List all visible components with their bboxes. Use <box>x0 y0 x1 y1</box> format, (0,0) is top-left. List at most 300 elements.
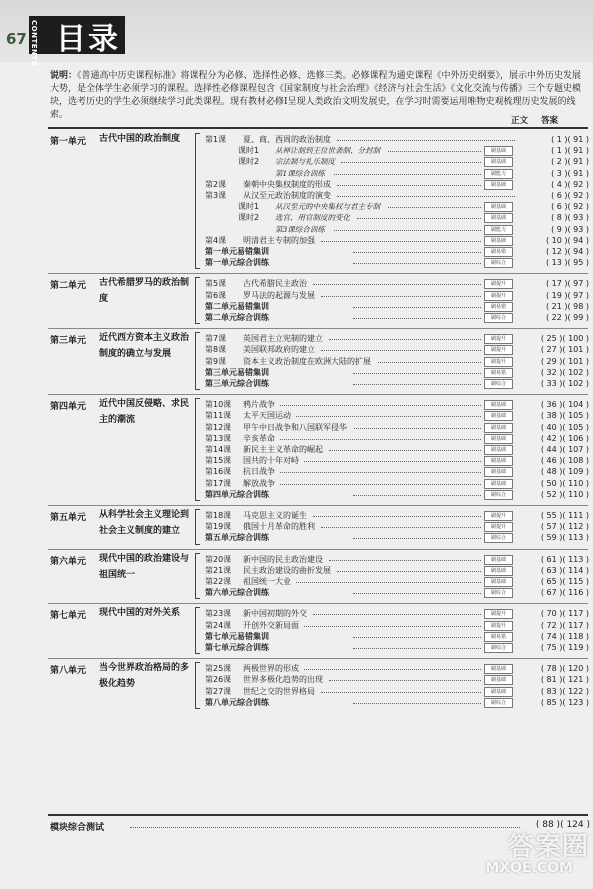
practice-tag: 刷基础 <box>484 202 513 212</box>
entry-title: 模块综合测试 <box>50 823 105 833</box>
dot-leader <box>329 560 481 561</box>
practice-tag: 刷提升 <box>484 345 513 355</box>
lesson-number: 第25课 <box>205 664 232 674</box>
entry-title: 夏、商、西周的政治制度 <box>243 135 331 144</box>
entry-pages: ( 52 )( 110 ) <box>540 489 589 499</box>
entry-title: 鸦片战争 <box>243 400 275 410</box>
lesson-number: 课时1 <box>238 146 260 156</box>
lesson-number: 第13课 <box>205 433 232 443</box>
entry-title: 从汉至元政治制度的演变 <box>243 191 331 200</box>
unit-code: 第八单元 <box>50 666 87 677</box>
unit-bracket <box>195 607 200 654</box>
lesson-number: 第27课 <box>205 686 232 696</box>
dot-leader <box>353 384 481 385</box>
dot-leader <box>321 527 481 528</box>
toc-entry[interactable] <box>205 608 589 619</box>
entry-pages: ( 57 )( 112 ) <box>540 522 589 532</box>
entry-pages: ( 70 )( 117 ) <box>540 609 589 619</box>
dot-leader <box>321 241 481 242</box>
divider <box>48 658 588 659</box>
dot-leader <box>280 405 481 406</box>
practice-tag: 刷综合 <box>484 588 513 598</box>
toc-entry[interactable] <box>205 301 589 312</box>
header-bar <box>0 0 593 67</box>
dot-leader <box>353 263 481 264</box>
dot-leader <box>353 252 481 253</box>
toc-entry[interactable] <box>205 156 589 167</box>
lesson-number: 第2课 <box>205 179 227 189</box>
entry-title: 明清君主专制的加强 <box>243 235 315 245</box>
entry-pages: ( 4 )( 92 ) <box>551 179 589 189</box>
entry-title: 第二单元易错集训 <box>205 301 269 311</box>
toc-entry[interactable] <box>205 190 589 201</box>
entry-pages: ( 72 )( 117 ) <box>540 620 589 630</box>
lesson-number: 第24课 <box>205 620 232 630</box>
divider <box>48 273 588 274</box>
practice-tag: 刷提升 <box>484 522 513 532</box>
lesson-number: 第17课 <box>205 478 232 488</box>
lesson-number: 第22课 <box>205 577 232 586</box>
entry-title: 抗日战争 <box>243 467 275 477</box>
entry-pages: ( 78 )( 120 ) <box>540 664 589 674</box>
entry-title: 宗法制与礼乐制度 <box>275 157 335 167</box>
dot-leader <box>341 162 481 163</box>
entry-pages: ( 50 )( 110 ) <box>540 478 589 488</box>
entry-title: 开创外交新局面 <box>243 620 299 630</box>
practice-tag: 刷易错 <box>484 632 513 642</box>
toc-entry[interactable] <box>205 686 589 697</box>
practice-tag: 刷基础 <box>484 555 513 565</box>
entry-pages: ( 81 )( 121 ) <box>540 675 589 685</box>
lesson-number: 第12课 <box>205 422 232 432</box>
entry-pages: ( 63 )( 114 ) <box>540 565 589 575</box>
entry-pages: ( 40 )( 105 ) <box>540 422 589 432</box>
entry-title: 祖国统一大业 <box>243 577 291 586</box>
dot-leader <box>353 307 481 308</box>
toc-entry[interactable] <box>205 631 589 642</box>
toc-entry[interactable] <box>205 587 589 598</box>
toc-entry[interactable] <box>205 378 589 389</box>
unit-code: 第二单元 <box>50 281 87 292</box>
entry-title: 从禅让制到王位世袭制、分封制 <box>275 146 380 156</box>
intro-text: 《普通高中历史课程标准》将课程分为必修、选择性必修、选修三类。必修课程为通史课程《中外历史纲要》，展示中外历史发展大势，是全体学生必须学习的课程。选择性必修课程包含《国家制度与社会治理》《经济与社会生活》《文化交流与传播》三个专题史模块，选考历史的学生必须继续学习此类课程。现有教材必修Ⅰ呈现人类政治文明发展史，在学习时需要运用唯物史观梳理历史发展的线索。 <box>50 71 582 120</box>
practice-tag: 刷基础 <box>484 664 513 674</box>
unit-title: 近代中国反侵略、求民主的潮流 <box>99 399 190 426</box>
toc-entry[interactable] <box>205 201 589 212</box>
toc-entry[interactable] <box>205 663 589 674</box>
entry-pages: ( 6 )( 92 ) <box>551 191 589 200</box>
toc-entry[interactable] <box>205 367 589 378</box>
entry-pages: ( 27 )( 101 ) <box>540 345 589 355</box>
divider <box>48 328 588 329</box>
toc-entry[interactable] <box>205 489 589 500</box>
practice-tag: 刷能力 <box>484 225 513 235</box>
practice-tag: 刷基础 <box>484 423 513 433</box>
entry-pages: ( 1 )( 91 ) <box>551 135 589 144</box>
entry-pages: ( 29 )( 101 ) <box>540 356 589 366</box>
practice-tag: 刷基础 <box>484 146 513 156</box>
entry-title: 新中国的民主政治建设 <box>243 554 323 564</box>
entry-title: 国共的十年对峙 <box>243 456 299 466</box>
entry-title: 马克思主义的诞生 <box>243 511 307 520</box>
practice-tag: 刷综合 <box>484 258 513 268</box>
dot-leader <box>304 461 481 462</box>
entry-pages: ( 36 )( 104 ) <box>540 400 589 410</box>
practice-tag: 刷能力 <box>484 169 513 179</box>
entry-title: 世界多极化趋势的出现 <box>243 675 323 685</box>
entry-pages: ( 25 )( 100 ) <box>540 334 589 344</box>
unit-code: 第五单元 <box>50 513 87 523</box>
entry-pages: ( 55 )( 111 ) <box>540 511 589 520</box>
dot-leader <box>280 439 481 440</box>
toc-entry[interactable] <box>205 455 589 466</box>
dot-leader <box>334 230 481 231</box>
divider <box>48 505 588 506</box>
entry-title: 解放战争 <box>243 478 275 488</box>
page-title: 目录 <box>56 22 120 57</box>
dot-leader <box>353 373 481 374</box>
toc-entry[interactable] <box>205 278 589 289</box>
dot-leader <box>353 648 481 649</box>
dot-leader <box>296 416 481 417</box>
toc-entry[interactable] <box>205 344 589 355</box>
dot-leader <box>329 680 481 681</box>
unit-title: 现代中国的对外关系 <box>99 608 181 619</box>
lesson-number: 第20课 <box>205 554 232 564</box>
dot-leader <box>353 318 481 319</box>
practice-tag: 刷基础 <box>484 479 513 489</box>
lesson-number: 第7课 <box>205 334 227 344</box>
dot-leader <box>296 582 481 583</box>
dot-leader <box>321 296 481 297</box>
practice-tag: 刷提升 <box>484 621 513 631</box>
watermark-url: MXQE.COM <box>485 860 573 876</box>
dot-leader <box>313 614 481 615</box>
practice-tag: 刷基础 <box>484 675 513 685</box>
practice-tag: 刷综合 <box>484 643 513 653</box>
entry-pages: ( 6 )( 92 ) <box>551 202 589 212</box>
toc-entry[interactable] <box>205 168 589 179</box>
toc-entry[interactable] <box>205 399 589 410</box>
lesson-number: 第3课 <box>205 191 227 200</box>
entry-title: 资本主义政治制度在欧洲大陆的扩展 <box>243 356 371 366</box>
lesson-number: 第21课 <box>205 565 232 575</box>
practice-tag: 刷提升 <box>484 357 513 367</box>
practice-tag: 刷基础 <box>484 400 513 410</box>
entry-pages: ( 59 )( 113 ) <box>540 533 589 543</box>
lesson-number: 第9课 <box>205 356 227 366</box>
dot-leader <box>280 472 481 473</box>
lesson-number: 第26课 <box>205 675 232 685</box>
entry-pages: ( 19 )( 97 ) <box>545 290 589 300</box>
intro-label: 说明： <box>50 71 78 81</box>
divider <box>48 394 588 395</box>
dot-leader <box>304 669 481 670</box>
entry-title: 民主政治建设的曲折发展 <box>243 565 331 575</box>
dot-leader <box>304 626 481 627</box>
dot-leader <box>329 339 481 340</box>
entry-pages: ( 48 )( 109 ) <box>540 467 589 477</box>
entry-pages: ( 33 )( 102 ) <box>540 379 589 388</box>
toc-entry[interactable] <box>205 674 589 685</box>
entry-pages: ( 1 )( 91 ) <box>551 146 589 156</box>
entry-title: 第五单元综合训练 <box>205 533 269 543</box>
entry-pages: ( 42 )( 106 ) <box>540 433 589 443</box>
toc-entry[interactable] <box>205 576 589 587</box>
toc-entry[interactable] <box>205 235 589 246</box>
dot-leader <box>378 362 481 363</box>
entry-title: 太平天国运动 <box>243 411 291 421</box>
divider <box>48 549 588 550</box>
practice-tag: 刷综合 <box>484 533 513 543</box>
practice-tag: 刷提升 <box>484 609 513 619</box>
practice-tag: 刷易错 <box>484 247 513 257</box>
toc-entry[interactable] <box>205 565 589 576</box>
practice-tag: 刷综合 <box>484 379 513 389</box>
toc-entry[interactable] <box>205 312 589 323</box>
lesson-number: 第23课 <box>205 609 232 619</box>
unit-code: 第六单元 <box>50 556 87 567</box>
toc-entry[interactable] <box>205 466 589 477</box>
practice-tag: 刷易错 <box>484 368 513 378</box>
practice-tag: 刷基础 <box>484 434 513 444</box>
entry-pages: ( 46 )( 108 ) <box>540 456 589 466</box>
entry-title: 新中国初期的外交 <box>243 609 307 619</box>
dot-leader <box>334 174 481 175</box>
entry-pages: ( 38 )( 105 ) <box>540 411 589 421</box>
lesson-number: 第18课 <box>205 511 232 520</box>
toc-entry[interactable] <box>205 532 589 543</box>
practice-tag: 刷易错 <box>484 302 513 312</box>
entry-title: 从汉至元的中央集权与君主专制 <box>275 202 380 212</box>
practice-tag: 刷提升 <box>484 511 513 521</box>
title-en: CONTENTS <box>30 20 38 67</box>
practice-tag: 刷基础 <box>484 566 513 576</box>
unit-bracket <box>195 277 200 324</box>
unit-code: 第一单元 <box>50 137 87 147</box>
divider <box>48 127 588 129</box>
column-header-answer: 答案 <box>541 116 559 126</box>
toc-entry[interactable] <box>205 433 589 444</box>
practice-tag: 刷综合 <box>484 490 513 500</box>
unit-title: 从科学社会主义理论到社会主义制度的建立 <box>99 510 190 536</box>
entry-title: 第七单元易错集训 <box>205 631 269 641</box>
dot-leader <box>388 151 481 152</box>
toc-entry[interactable] <box>205 224 589 235</box>
unit-code: 第七单元 <box>50 611 87 622</box>
toc-entry[interactable] <box>205 333 589 344</box>
entry-title: 罗马法的起源与发展 <box>243 290 315 300</box>
unit-code: 第三单元 <box>50 336 87 347</box>
dot-leader <box>321 692 481 693</box>
unit-bracket <box>195 332 200 390</box>
toc-entry[interactable] <box>205 246 589 257</box>
practice-tag: 刷基础 <box>484 445 513 455</box>
entry-title: 秦朝中央集权制度的形成 <box>243 179 331 189</box>
entry-pages: ( 13 )( 95 ) <box>545 258 589 268</box>
entry-title: 世纪之交的世界格局 <box>243 686 315 696</box>
entry-title: 第二单元综合训练 <box>205 313 269 322</box>
entry-pages: ( 61 )( 113 ) <box>540 554 589 564</box>
unit-title: 现代中国的政治建设与祖国统一 <box>99 553 190 580</box>
dot-leader <box>337 185 481 186</box>
lesson-number: 课时1 <box>238 202 260 212</box>
dot-leader <box>313 516 481 517</box>
lesson-number: 第10课 <box>205 400 232 410</box>
entry-pages: ( 65 )( 115 ) <box>540 577 589 586</box>
unit-bracket <box>195 662 200 709</box>
lesson-number: 第19课 <box>205 522 232 532</box>
dot-leader <box>130 827 520 828</box>
toc-entry[interactable] <box>205 257 589 268</box>
entry-title: 第八单元综合训练 <box>205 697 269 707</box>
entry-title: 英国君主立宪制的建立 <box>243 334 323 344</box>
entry-title: 选官、用官制度的变化 <box>275 213 350 223</box>
toc-entry[interactable] <box>205 212 589 223</box>
dot-leader <box>353 538 481 539</box>
entry-title: 第四单元综合训练 <box>205 489 269 499</box>
lesson-number: 第15课 <box>205 456 232 466</box>
lesson-number: 第8课 <box>205 345 227 355</box>
practice-tag: 刷基础 <box>484 411 513 421</box>
practice-tag: 刷综合 <box>484 698 513 708</box>
entry-pages: ( 83 )( 122 ) <box>540 686 589 696</box>
practice-tag: 刷基础 <box>484 467 513 477</box>
dot-leader <box>357 218 481 219</box>
entry-pages: ( 3 )( 91 ) <box>551 168 589 178</box>
unit-code: 第四单元 <box>50 402 87 413</box>
entry-pages: ( 9 )( 93 ) <box>551 224 589 234</box>
practice-tag: 刷基础 <box>484 213 513 223</box>
dot-leader <box>353 703 481 704</box>
entry-pages: ( 75 )( 119 ) <box>540 643 589 652</box>
entry-pages: ( 10 )( 94 ) <box>545 235 589 245</box>
toc-entry[interactable] <box>205 444 589 455</box>
entry-title: 第六单元综合训练 <box>205 588 269 598</box>
dot-leader <box>329 450 481 451</box>
toc-entry[interactable] <box>205 510 589 521</box>
intro-paragraph <box>50 70 585 122</box>
lesson-number: 第5课 <box>205 279 227 289</box>
dot-leader <box>354 428 481 429</box>
dot-leader <box>353 495 481 496</box>
entry-title: 辛亥革命 <box>243 433 275 443</box>
toc-entry[interactable] <box>205 521 589 532</box>
entry-title: 第三单元综合训练 <box>205 379 269 388</box>
unit-bracket <box>195 509 200 545</box>
practice-tag: 刷综合 <box>484 313 513 323</box>
practice-tag: 刷提升 <box>484 334 513 344</box>
toc-entry[interactable] <box>205 642 589 653</box>
divider <box>48 603 588 604</box>
dot-leader <box>337 196 515 197</box>
entry-pages: ( 22 )( 99 ) <box>545 313 589 322</box>
dot-leader <box>337 571 481 572</box>
lesson-number: 第6课 <box>205 290 227 300</box>
entry-title: 第一单元综合训练 <box>205 258 269 268</box>
unit-bracket <box>195 553 200 600</box>
entry-pages: ( 44 )( 107 ) <box>540 445 589 454</box>
dot-leader <box>388 207 481 208</box>
practice-tag: 刷基础 <box>484 577 513 587</box>
practice-tag: 刷基础 <box>484 180 513 190</box>
lesson-number: 课时2 <box>238 213 260 223</box>
entry-title: 第3课综合训练 <box>275 224 325 234</box>
entry-pages: ( 74 )( 118 ) <box>540 631 589 641</box>
unit-bracket <box>195 133 200 269</box>
practice-tag: 刷提升 <box>484 279 513 289</box>
page-number: 67 <box>6 30 27 48</box>
entry-pages: ( 17 )( 97 ) <box>545 279 589 289</box>
toc-entry[interactable] <box>205 554 589 565</box>
entry-title: 两极世界的形成 <box>243 664 299 674</box>
entry-pages: ( 12 )( 94 ) <box>545 247 589 256</box>
practice-tag: 刷基础 <box>484 236 513 246</box>
entry-title: 第三单元易错集训 <box>205 367 269 377</box>
practice-tag: 刷基础 <box>484 687 513 697</box>
toc-entry[interactable] <box>205 179 589 190</box>
entry-pages: ( 21 )( 98 ) <box>545 301 589 311</box>
lesson-number: 第11课 <box>205 411 232 421</box>
practice-tag: 刷提升 <box>484 291 513 301</box>
lesson-number: 课时2 <box>238 157 260 167</box>
column-header-main: 正文 <box>511 116 529 126</box>
toc-entry[interactable] <box>205 697 589 708</box>
dot-leader <box>353 593 481 594</box>
practice-tag: 刷基础 <box>484 157 513 167</box>
toc-entry[interactable] <box>205 145 589 156</box>
divider <box>48 814 588 816</box>
lesson-number: 第14课 <box>205 445 232 454</box>
unit-title: 当今世界政治格局的多极化趋势 <box>99 663 190 690</box>
toc-entry[interactable] <box>205 356 589 367</box>
entry-title: 新民主主义革命的崛起 <box>243 445 323 454</box>
entry-title: 第一单元易错集训 <box>205 247 269 256</box>
watermark-logo: 答案圈 <box>507 832 589 862</box>
unit-title: 古代中国的政治制度 <box>99 134 181 144</box>
entry-pages: ( 67 )( 116 ) <box>540 588 589 598</box>
toc-entry[interactable] <box>205 620 589 631</box>
dot-leader <box>353 637 481 638</box>
unit-title: 古代希腊罗马的政治制度 <box>99 278 190 305</box>
toc-entry[interactable] <box>205 290 589 301</box>
practice-tag: 刷基础 <box>484 456 513 466</box>
lesson-number: 第1课 <box>205 135 227 144</box>
entry-pages: ( 88 )( 124 ) <box>535 820 590 830</box>
dot-leader <box>321 350 481 351</box>
toc-entry[interactable] <box>205 410 589 421</box>
dot-leader <box>280 484 481 485</box>
entry-title: 第七单元综合训练 <box>205 643 269 652</box>
entry-title: 美国联邦政府的建立 <box>243 345 315 355</box>
entry-pages: ( 2 )( 91 ) <box>551 157 589 167</box>
entry-title: 第1课综合训练 <box>275 168 325 178</box>
dot-leader <box>337 140 515 141</box>
toc-entry[interactable] <box>205 478 589 489</box>
entry-title: 甲午中日战争和八国联军侵华 <box>243 422 347 432</box>
entry-pages: ( 8 )( 93 ) <box>551 213 589 223</box>
entry-pages: ( 32 )( 102 ) <box>540 367 589 377</box>
toc-entry[interactable] <box>205 134 589 145</box>
lesson-number: 第16课 <box>205 467 232 477</box>
lesson-number: 第4课 <box>205 235 227 245</box>
unit-bracket <box>195 398 200 501</box>
entry-title: 俄国十月革命的胜利 <box>243 522 315 532</box>
entry-title: 古代希腊民主政治 <box>243 279 307 289</box>
unit-title: 近代西方资本主义政治制度的确立与发展 <box>99 333 190 360</box>
entry-pages: ( 85 )( 123 ) <box>540 697 589 707</box>
toc-entry[interactable] <box>205 422 589 433</box>
